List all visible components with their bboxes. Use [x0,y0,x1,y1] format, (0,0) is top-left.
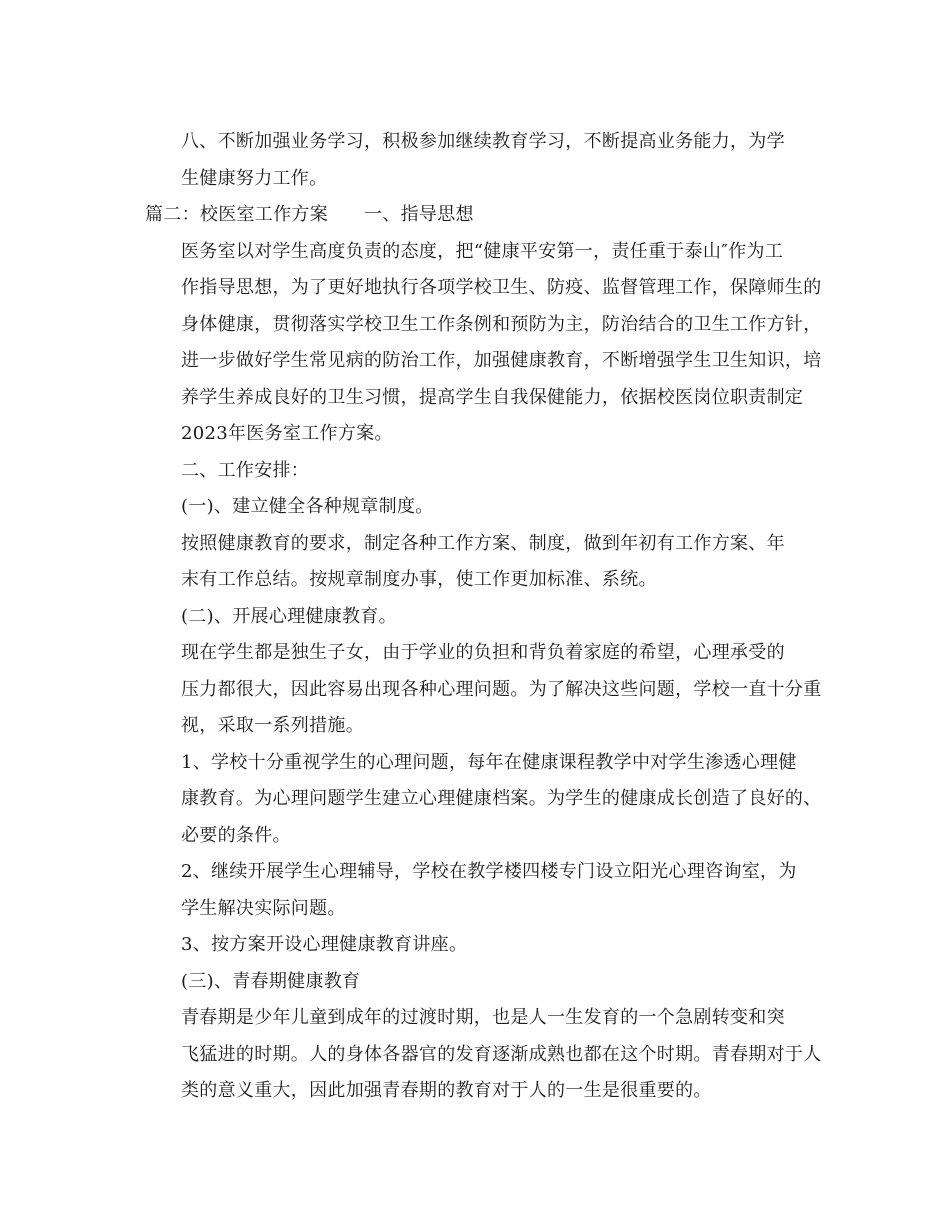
paragraph-rules [145,526,815,599]
subsection-heading-mental-health: (二)、开展心理健康教育。 [181,605,397,627]
text-line: 身体健康，贯彻落实学校卫生工作条例和预防为主，防治结合的卫生工作方针， [181,313,822,335]
paragraph-item-3: 3、按方案开设心理健康教育讲座。 [181,934,468,955]
text-line: 必要的条件。 [181,824,291,846]
text-line: 2023年医务室工作方案。 [181,423,393,444]
text-line: 类的意义重大，因此加强青春期的教育对于人的一生是很重要的。 [181,1080,712,1101]
text-line: 1、学校十分重视学生的心理问题，每年在健康课程教学中对学生渗透心理健 [181,751,797,773]
text-line: 按照健康教育的要求，制定各种工作方案、制度，做到年初有工作方案、年 [181,532,785,554]
text-line: 作指导思想，为了更好地执行各项学校卫生、防疫、监督管理工作，保障师生的 [181,277,822,298]
text-line: 飞猛进的时期。人的身体各器官的发育逐渐成熟也都在这个时期。青春期对于人 [181,1043,822,1065]
paragraph-adolescence [145,1000,822,1110]
text-line: 进一步做好学生常见病的防治工作，加强健康教育，不断增强学生卫生知识，培 [181,350,822,371]
text-line: 青春期是少年儿童到成年的过渡时期，也是人一生发育的一个急剧转变和突 [181,1007,785,1028]
text-line: 2、继续开展学生心理辅导，学校在教学楼四楼专门设立阳光心理咨询室，为 [181,861,797,882]
paragraph-guiding-thought [145,234,822,453]
part-heading [145,197,815,234]
text-line: 生健康努力工作。 [181,167,328,189]
text-line: 医务室以对学生高度负责的态度，把“健康平安第一，责任重于泰山″作为工 [181,240,784,262]
text-line: 压力都很大，因此容易出现各种心理问题。为了解决这些问题，学校一直十分重 [181,678,822,700]
text-line: 末有工作总结。按规章制度办事，使工作更加标准、系统。 [181,569,657,590]
text-line: 现在学生都是独生子女，由于学业的负担和背负着家庭的希望，心理承受的 [181,642,785,663]
section-title: 一、指导思想 [364,204,474,225]
paragraph-item-2 [145,854,815,927]
paragraph-mental-health [145,635,822,745]
part-title: 篇二：校医室工作方案 [145,204,328,225]
document-page [145,124,822,1110]
text-line: 康教育。为心理问题学生建立心理健康档案。为学生的健康成长创造了良好的、 [181,788,822,809]
subsection-heading-adolescence: (三)、青春期健康教育 [181,970,361,992]
text-line: 学生解决实际问题。 [181,897,346,919]
paragraph-study [145,124,815,197]
section-heading-work-plan: 二、工作安排： [181,459,310,481]
paragraph-item-1 [145,745,822,855]
subsection-heading-rules: (一)、建立健全各种规章制度。 [181,496,434,517]
text-line: 八、不断加强业务学习，积极参加继续教育学习，不断提高业务能力，为学 [181,131,785,152]
text-line: 视，采取一系列措施。 [181,715,364,736]
text-line: 养学生养成良好的卫生习惯，提高学生自我保健能力，依据校医岗位职责制定 [181,386,804,408]
